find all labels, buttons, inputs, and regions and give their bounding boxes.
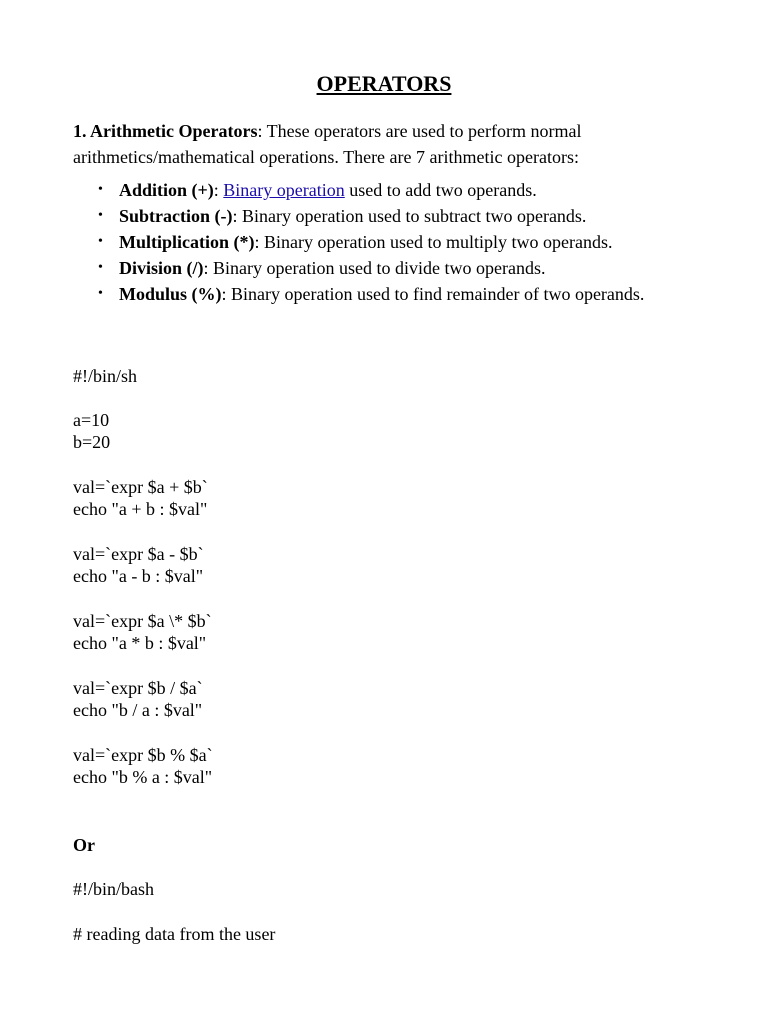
list-item-modulus (73, 281, 713, 307)
code-line: echo "a + b : $val" (73, 499, 208, 519)
code-line: val=`expr $a - $b` (73, 544, 204, 564)
list-item-multiplication (73, 229, 713, 255)
code-line-shebang: #!/bin/bash (73, 879, 154, 899)
operator-name: Modulus (%) (119, 284, 222, 304)
section-intro (73, 118, 703, 170)
code-line: a=10 (73, 410, 110, 430)
operator-description: Binary operation used to find remainder of two operands. (231, 284, 645, 304)
bullet-marker: • (98, 260, 103, 275)
bullet-marker: • (98, 286, 103, 301)
code-line: val=`expr $b % $a` (73, 745, 213, 765)
operator-name: Multiplication (*) (119, 232, 255, 252)
operator-separator: : (213, 180, 224, 200)
operator-separator: : (221, 284, 232, 304)
section-intro-text: : These operators are used to perform normal arithmetics/mathematical operations. There are 7 arithmetic operators: (73, 121, 582, 167)
operator-description: used to add two operands. (344, 180, 537, 200)
code-line: val=`expr $a + $b` (73, 477, 208, 497)
bullet-marker: • (98, 234, 103, 249)
code-line: echo "b % a : $val" (73, 767, 213, 787)
operator-name: Addition (+) (119, 180, 214, 200)
operator-description: Binary operation used to subtract two operands. (242, 206, 587, 226)
operator-description: Binary operation used to multiply two operands. (264, 232, 613, 252)
section-heading: 1. Arithmetic Operators (73, 121, 258, 141)
operators-list (73, 177, 713, 307)
binary-operation-link[interactable]: Binary operation (223, 180, 345, 200)
bullet-marker: • (98, 208, 103, 223)
code-line: echo "a * b : $val" (73, 633, 207, 653)
operator-description: Binary operation used to divide two operands. (213, 258, 546, 278)
code-line: b=20 (73, 432, 111, 452)
operator-separator: : (254, 232, 265, 252)
code-line-shebang: #!/bin/sh (73, 366, 138, 386)
code-line: echo "a - b : $val" (73, 566, 204, 586)
operator-separator: : (232, 206, 243, 226)
operator-name: Subtraction (-) (119, 206, 233, 226)
code-line: val=`expr $b / $a` (73, 678, 203, 698)
or-label: Or (73, 835, 95, 855)
list-item-addition (73, 177, 713, 203)
document-title: OPERATORS (316, 71, 452, 96)
list-item-division (73, 255, 713, 281)
code-line-comment: # reading data from the user (73, 924, 276, 944)
code-line: val=`expr $a \* $b` (73, 611, 212, 631)
bullet-marker: • (98, 182, 103, 197)
code-line: echo "b / a : $val" (73, 700, 203, 720)
operator-separator: : (203, 258, 214, 278)
list-item-subtraction (73, 203, 713, 229)
operator-name: Division (/) (119, 258, 204, 278)
